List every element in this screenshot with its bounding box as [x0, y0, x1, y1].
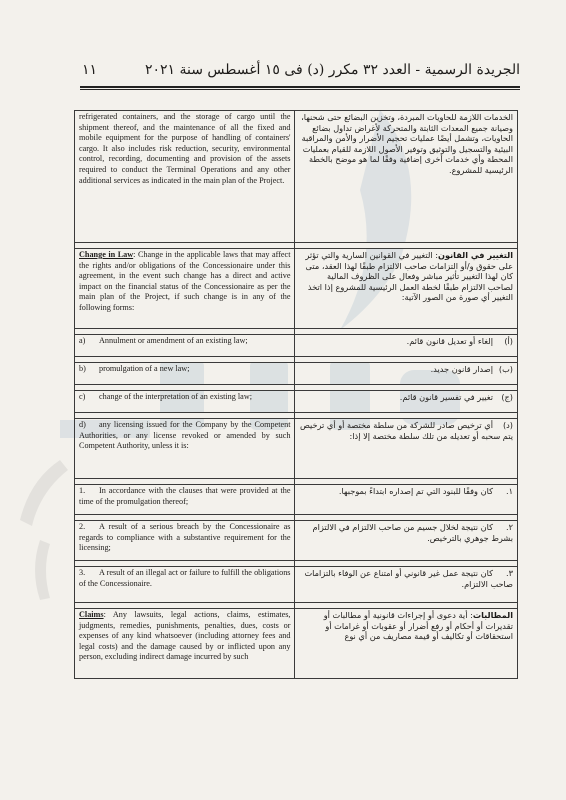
arabic-cell: [295, 335, 518, 357]
english-cell: [75, 391, 295, 413]
arabic-text: إلغاء أو تعديل قانون قائم.: [406, 336, 493, 346]
page-header: [80, 60, 520, 84]
english-cell: [75, 419, 295, 479]
item-marker: (أ): [504, 336, 513, 346]
item-marker: b): [79, 364, 86, 373]
english-cell: [75, 111, 295, 243]
item-marker: ٣.: [505, 568, 513, 578]
item-marker: c): [79, 392, 86, 401]
term-claims: Claims: [79, 610, 104, 619]
table-row: [75, 249, 518, 329]
arabic-cell: [295, 521, 518, 561]
item-marker: (ج): [501, 392, 513, 402]
english-text: : Change in the applicable laws that may affect the rights and/or obligations of the Concessionaire under this agreement, in the event such change has a direct and active impact on the financial status of the Concessionaire as per the main plan of the Project, if such change is in any of the following forms:: [79, 250, 291, 312]
english-text: Annulment or amendment of an existing law;: [99, 336, 248, 345]
item-marker: a): [79, 336, 86, 345]
item-marker: d): [79, 420, 86, 429]
item-marker: (ب): [498, 364, 513, 374]
arabic-text: إصدار قانون جديد.: [430, 364, 493, 374]
arabic-text: كان وفقًا للبنود التي تم إصداره ابتداءً بموجبها.: [338, 486, 493, 496]
table-row: [75, 335, 518, 357]
table-row: [75, 363, 518, 385]
term-claims-ar: المطالبات: [472, 610, 513, 620]
english-text: any licensing issued for the Company by the Competent Authorities, or any license revoked or amended by such Competent Authority, unless it is:: [79, 420, 291, 451]
item-marker: 1.: [79, 486, 86, 495]
arabic-text: تغيير في تفسير قانون قائم.: [399, 392, 493, 402]
header-divider: [80, 86, 520, 90]
arabic-text: أي ترخيص صادر للشركة من سلطة مختصة أو أي ترخيص يتم سحبه أو تعديله من تلك سلطة مختصة إلا إذا:: [299, 420, 513, 441]
term-change-in-law: Change in Law: [79, 250, 134, 259]
bilingual-definitions-table: [74, 110, 518, 679]
item-marker: 3.: [79, 568, 86, 577]
arabic-cell: [295, 485, 518, 515]
item-marker: ١.: [505, 486, 513, 496]
english-text: promulgation of a new law;: [99, 364, 190, 373]
table-row: [75, 609, 518, 679]
item-marker: 2.: [79, 522, 86, 531]
english-text: change of the interpretation of an existing law;: [99, 392, 253, 401]
page-number: ١١: [82, 62, 98, 78]
english-cell: [75, 249, 295, 329]
english-cell: [75, 485, 295, 515]
table-row: [75, 391, 518, 413]
arabic-cell: [295, 567, 518, 603]
english-cell: [75, 521, 295, 561]
arabic-text: الخدمات اللازمة للحاويات المبردة، وتخزين البضائع حتى شحنها، وصيانة جميع المعدات الثابتة والمتحركة لأغراض تداول بضائع الحاويات، وتشمل أيضًا عمليات تحجيم الأضرار والأمن والمراقبة البيئية والتسجيل والتوثيق وتوفير الأصول اللازمة للقيام بعمليات المحطة وأي خدمات أخرى إضافية وفقًا لما هو موضح بالخطة الرئيسية للمشروع.: [301, 112, 513, 175]
table-row: [75, 521, 518, 561]
gazette-title: الجريدة الرسمية - العدد ٣٢ مكرر (د) فى ١٥ أغسطس سنة ٢٠٢١: [144, 62, 520, 78]
english-text: : Any lawsuits, legal actions, claims, estimates, judgments, remedies, punishments, penalties, dues, costs or expenses of any kind whatsoever (including attorney fees and legal costs) and the damage caused by or inflicted upon any person, excluding indirect damage incurred by such: [79, 610, 291, 662]
english-text: A result of a serious breach by the Concessionaire as regards to compliance with a substantive requirement for the licensing;: [79, 522, 291, 553]
term-change-in-law-ar: التغيير في القانون: [437, 250, 513, 260]
english-text: In accordance with the clauses that were provided at the time of the promulgation thereof;: [79, 486, 291, 506]
arabic-cell: [295, 111, 518, 243]
arabic-cell: [295, 391, 518, 413]
english-text: refrigerated containers, and the storage of cargo until the shipment thereof, and the maintenance of all the fixed and mobile equipment for the purpose of handling of containers' cargo. It also includes risk reduction, security, environmental control, recording, documenting and provision of the assets required to conduct the Terminal Operations and any other additional services as indicated in the main plan of the Project.: [79, 112, 291, 185]
item-marker: ٢.: [505, 522, 513, 532]
english-cell: [75, 363, 295, 385]
english-cell: [75, 567, 295, 603]
table-row: [75, 567, 518, 603]
table-row: [75, 111, 518, 243]
arabic-text: : التغيير في القوانين السارية والتي تؤثر على حقوق و/أو التزامات صاحب الالتزام طبقًا لهذا العقد، متى كان لهذا التغيير تأثير مباشر وفعال على الظروف المالية لصاحب الالتزام طبقًا لخطة العمل الرئيسية للمشروع إذا اتخذ التغيير أي صورة من الصور الآتية:: [305, 250, 513, 303]
item-marker: (د): [502, 420, 513, 430]
arabic-cell: [295, 419, 518, 479]
arabic-text: : أية دعوى أو إجراءات قانونية أو مطالبات أو تقديرات أو أحكام أو رفع أضرار أو عقوبات أو غرامات أو استحقاقات أو تكاليف أو قيمة مصاريف من أي نوع: [323, 610, 513, 642]
english-cell: [75, 335, 295, 357]
arabic-text: كان نتيجة عمل غير قانوني أو امتناع عن الوفاء بالتزامات صاحب الالتزام.: [304, 568, 513, 589]
arabic-cell: [295, 363, 518, 385]
arabic-cell: [295, 249, 518, 329]
english-cell: [75, 609, 295, 679]
english-text: A result of an illegal act or failure to fulfill the obligations of the Concessionaire.: [79, 568, 291, 588]
arabic-cell: [295, 609, 518, 679]
arabic-text: كان نتيجة لخلال جسيم من صاحب الالتزام في الالتزام بشرط جوهري بالترخيص.: [312, 522, 513, 543]
table-row: [75, 485, 518, 515]
table-row: [75, 419, 518, 479]
